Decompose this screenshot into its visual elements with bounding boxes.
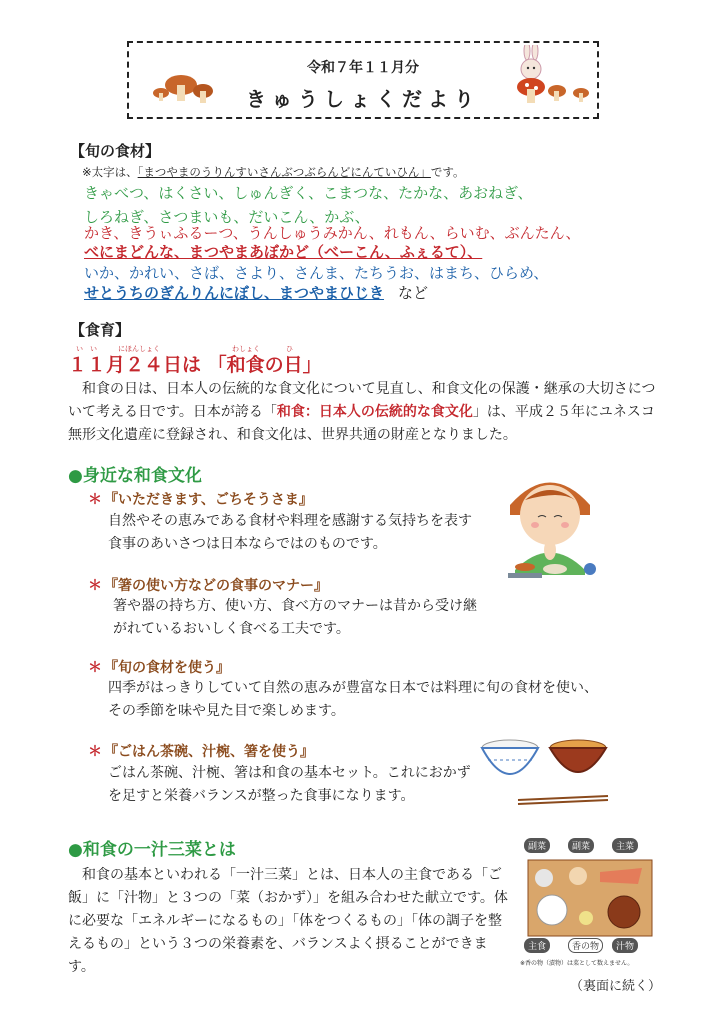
item-title-text: 『いただきます、ごちそうさま』 [104,492,313,508]
star-icon: ＊ [88,744,102,760]
note-suffix: です。 [430,165,465,179]
fruit-line-1: かき、きうぃふるーつ、うんしゅうみかん、れもん、らいむ、ぶんたん、 [84,224,581,242]
fruit-line-2-brand: べにまどんな、まつやまあぼかど（べーこん、ふぇるて）、 [84,243,483,261]
item-title-manners [88,575,328,595]
star-icon: ＊ [88,492,102,508]
ruby-ii: い い [76,345,97,353]
star-icon: ＊ [88,660,102,676]
star-icon: ＊ [88,578,102,594]
item-body-manners: 箸や器の持ち方、使い方、食べ方のマナーは昔から受け継がれているおいしく食べる工夫です。 [113,598,477,637]
item-title-text: 『ごはん茶碗、汁椀、箸を使う』 [104,744,314,760]
washoku-day-intro [68,378,658,447]
label-shushoku: 主食 [524,938,550,953]
fish-line-2 [84,281,428,305]
vegetable-line-2: しろねぎ、さつまいも、だいこん、かぶ、 [84,208,370,226]
item-body-seasonal: 四季がはっきりしていて自然の恵みが豊富な日本では料理に旬の食材を使い、その季節を味や見た目で楽しめます。 [108,680,598,719]
ichiju-body: 和食の基本といわれる「一汁三菜」とは、日本人の主食である「ご飯」に「汁物」と３つの「菜（おかず）」を組み合わせた献立です。体に必要な「エネルギーになるもの」「体をつくるもの」「体の調子を整えるもの」という３つの栄養素を、バランスよく摂ることができます。 [68,867,508,975]
item-title-itadakimasu [88,489,313,509]
item-title-text: 『旬の食材を使う』 [104,660,230,676]
newsletter-header [127,41,599,119]
item-title-seasonal [88,657,230,677]
ichiju-heading: ●和食の一汁三菜とは [68,840,236,860]
item-title-text: 『箸の使い方などの食事のマナー』 [104,578,328,594]
washoku-day-title: １１月２４日は 「和食の日」 [68,354,322,376]
ichiju-sansai-diagram [520,832,660,972]
shokuiku-label: 【食育】 [70,321,131,339]
header-date: 令和７年１１月分 [307,60,419,76]
item-title-tableware [88,741,314,761]
intro-highlight: 和食：日本人の伝統的な食文化 [276,404,473,420]
item-body-tableware: ごはん茶碗、汁椀、箸は和食の基本セット。これにおかずを足すと栄養バランスが整った食事になります。 [108,765,471,804]
intro-text-a: 和食の日は、日本人の伝統的な食文化について見直し、和食文化の保護・継承の大切さについて考える日です。日本が誇る「 [68,381,656,420]
mushroom-illustration [151,71,223,115]
label-kounomono: 香の物 [568,938,603,953]
intro-text-b: 」は、平成２５年にユネスコ無形文化遺産に登録され、和食文化は、世界共通の財産となりました。 [68,404,655,443]
continued-note: （裏面に続く） [570,979,662,994]
fish-line-2-tail: など [398,284,429,302]
seasonal-note [82,164,464,180]
fish-line-2-brand: せとうちのぎんりんにぼし、まつやまひじき [84,284,385,302]
rice-soup-illustration [478,730,618,810]
child-itadakimasu-illustration [490,455,615,585]
ruby-washoku: わしょく [232,345,260,353]
label-fukusai-2: 副菜 [568,838,594,853]
item-body-itadakimasu: 自然やその恵みである食材や料理を感謝する気持ちを表す食事のあいさつは日本ならではのものです。 [108,513,472,552]
header-title: きゅうしょくだより [246,87,480,111]
label-shusai: 主菜 [612,838,638,853]
ruby-nihonshoku: にほんしょく [118,345,160,353]
note-underlined: 「まつやまのうりんすいさんぶつぶらんどにんていひん」 [137,165,431,179]
note-prefix: ※太字は、 [82,165,138,179]
fish-line-1: いか、かれい、さば、さより、さんま、たちうお、はまち、ひらめ、 [84,264,549,282]
vegetable-line-1: きゃべつ、はくさい、しゅんぎく、こまつな、たかな、あおねぎ、 [84,184,533,202]
label-fukusai-1: 副菜 [524,838,550,853]
familiar-heading: ●身近な和食文化 [68,466,202,486]
diagram-note: ※香の物（漬物）は菜として数えません。 [520,960,634,967]
rabbit-mushroom-illustration [501,45,597,117]
ruby-hi: ひ [286,345,293,353]
label-shirumono: 汁物 [612,938,638,953]
seasonal-label: 【旬の食材】 [70,142,161,160]
